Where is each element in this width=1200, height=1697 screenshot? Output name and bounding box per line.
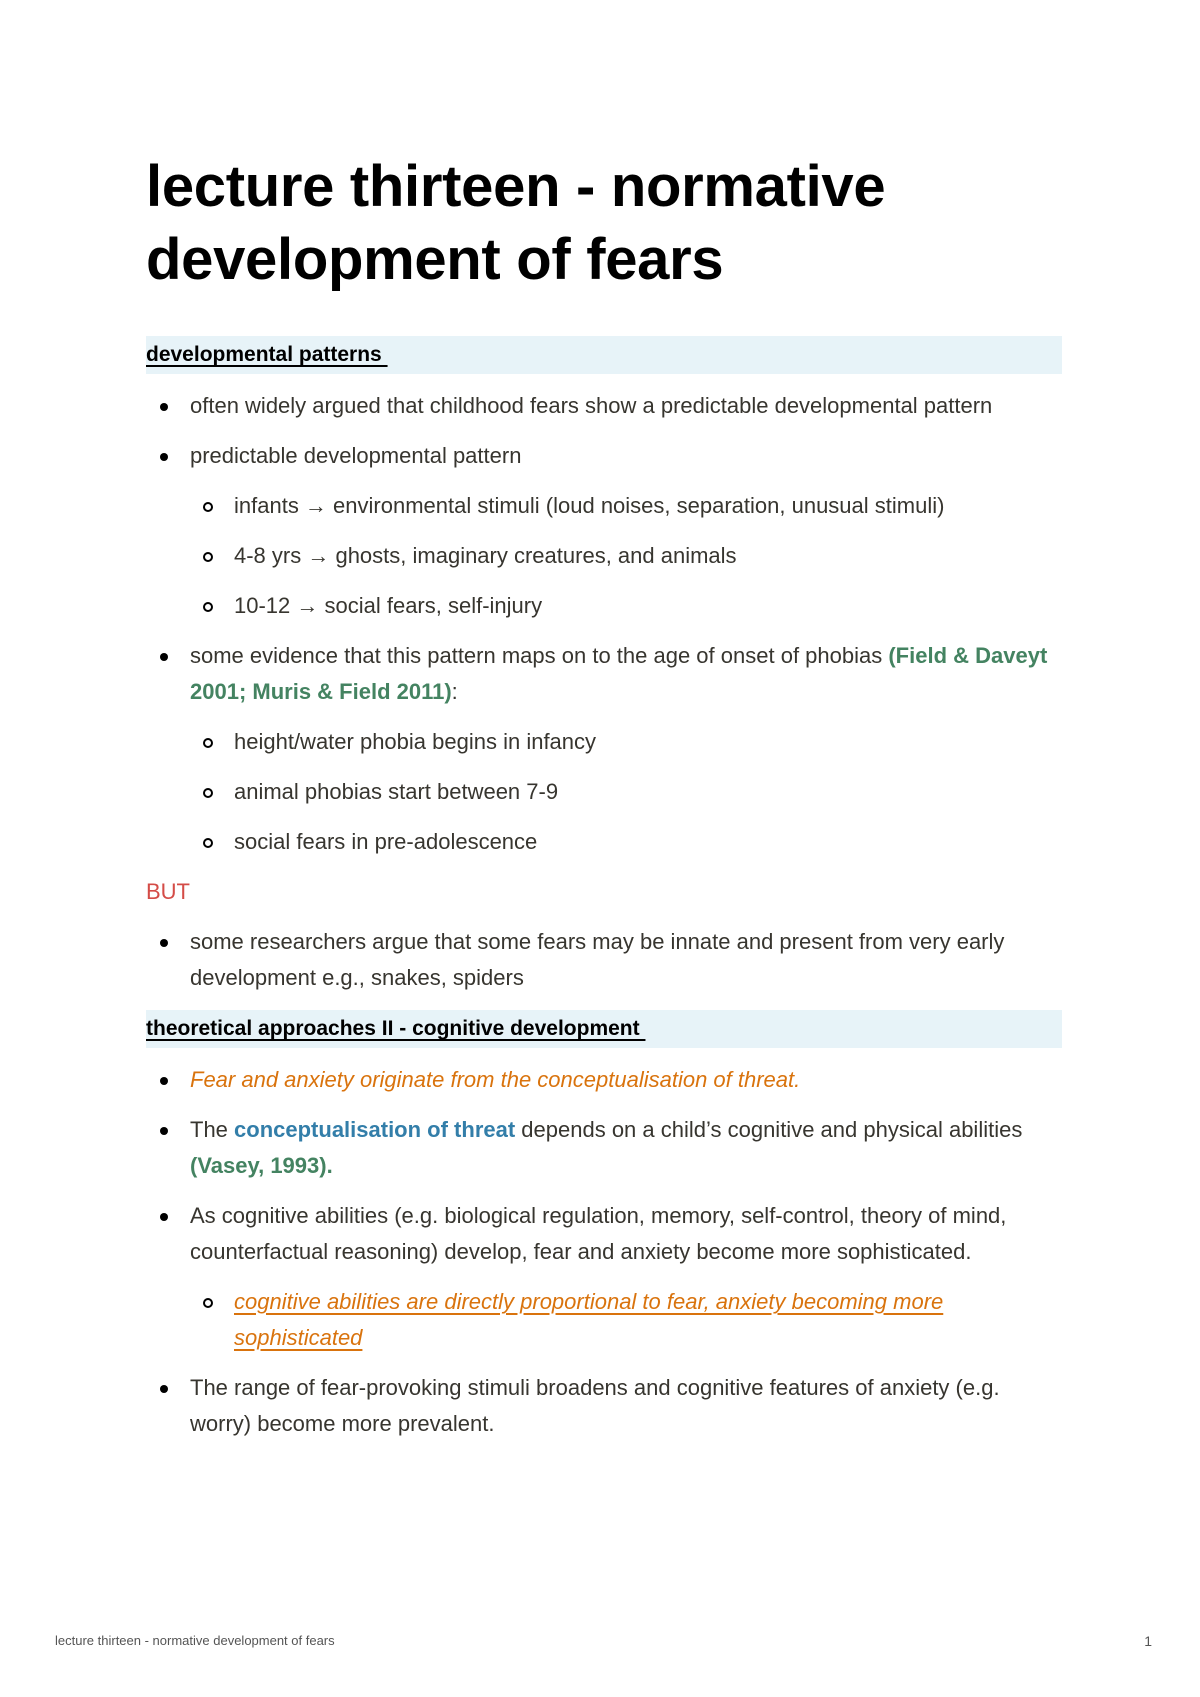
citation-vasey: (Vasey, 1993). [190, 1153, 333, 1178]
list-item: The range of fear-provoking stimuli broadens and cognitive features of anxiety (e.g. worry) become more prevalent. [146, 1370, 1062, 1442]
emphasis-text: Fear and anxiety originate from the conceptualisation of threat. [190, 1067, 801, 1092]
footer-title: lecture thirteen - normative development of fears [55, 1633, 335, 1648]
list-item: predictable developmental pattern [146, 438, 1062, 474]
list-item [146, 1062, 1062, 1098]
highlight-text: conceptualisation of threat [234, 1117, 516, 1142]
list-item [146, 1112, 1062, 1184]
emphasis-underlined-text: cognitive abilities are directly proportional to fear, anxiety becoming more sophisticated [234, 1289, 944, 1350]
text-fragment: depends on a child’s cognitive and physical abilities [515, 1117, 1023, 1142]
page-number: 1 [1144, 1633, 1152, 1649]
section-heading-text: theoretical approaches II - cognitive development [146, 1017, 646, 1040]
section-heading-text: developmental patterns [146, 343, 388, 366]
but-label: BUT [146, 879, 190, 904]
innate-fears-list [146, 924, 1062, 996]
sub-list-item: height/water phobia begins in infancy [146, 724, 1062, 760]
list-item: As cognitive abilities (e.g. biological regulation, memory, self-control, theory of mind, counterfactual reasoning) develop, fear and anxiety become more sophisticated. [146, 1198, 1062, 1270]
text-fragment: The [190, 1117, 235, 1142]
sub-list-item: social fears in pre-adolescence [146, 824, 1062, 860]
evidence-colon: : [451, 679, 458, 704]
cognitive-development-list [146, 1062, 1062, 1442]
section-heading-cognitive-development [146, 1010, 1062, 1048]
list-item-evidence [146, 638, 1062, 710]
sub-list-item: 10-12 → social fears, self-injury [146, 588, 1062, 624]
sub-list-item [146, 1284, 1062, 1356]
document-content [146, 150, 1062, 1442]
developmental-patterns-list [146, 388, 1062, 860]
section-heading-developmental-patterns [146, 336, 1062, 374]
sub-list-item: animal phobias start between 7-9 [146, 774, 1062, 810]
list-item: often widely argued that childhood fears show a predictable developmental pattern [146, 388, 1062, 424]
sub-list-item: 4-8 yrs → ghosts, imaginary creatures, and animals [146, 538, 1062, 574]
evidence-text: some evidence that this pattern maps on to the age of onset of phobias [190, 643, 889, 668]
citation-field-muris: (Field & Daveyt 2001; Muris & Field 2011) [190, 643, 1048, 704]
list-item: some researchers argue that some fears may be innate and present from very early development e.g., snakes, spiders [146, 924, 1062, 996]
sub-list-item: infants → environmental stimuli (loud noises, separation, unusual stimuli) [146, 488, 1062, 524]
page-title: lecture thirteen - normative development of fears [146, 154, 886, 292]
